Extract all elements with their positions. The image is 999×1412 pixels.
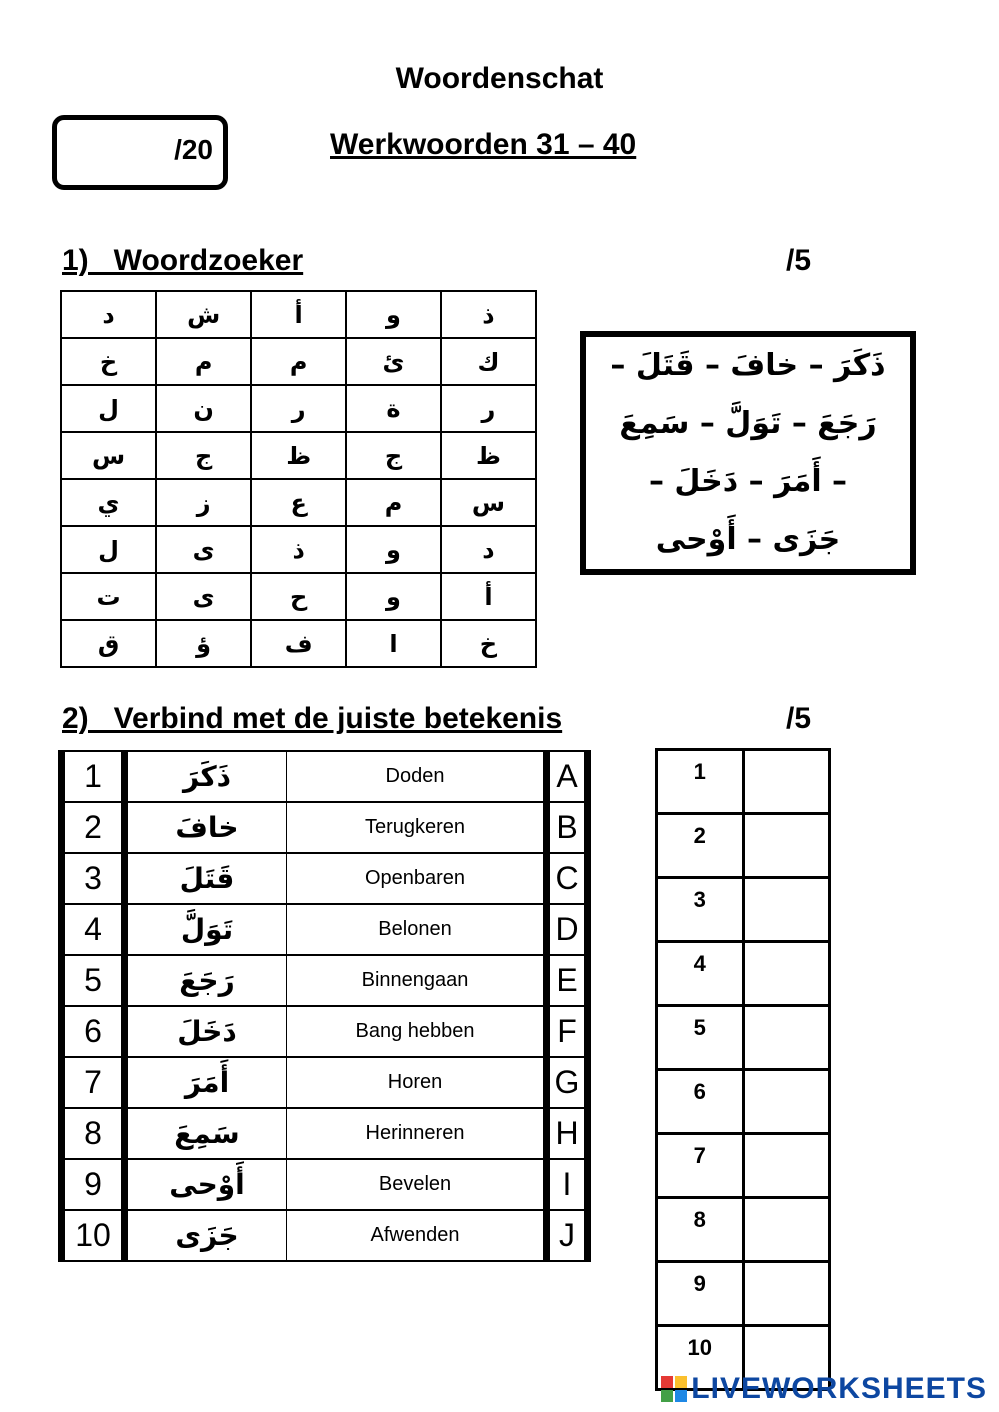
arabic-verb[interactable]: أَوْحى xyxy=(125,1159,287,1210)
answer-number: 8 xyxy=(657,1198,744,1262)
dutch-meaning[interactable]: Doden xyxy=(287,751,547,802)
answer-input-cell[interactable] xyxy=(743,1070,830,1134)
grid-row xyxy=(61,338,536,385)
grid-cell[interactable]: س xyxy=(61,432,156,479)
arabic-verb[interactable]: جَزَى xyxy=(125,1210,287,1261)
answer-number: 10 xyxy=(657,1326,744,1390)
grid-row xyxy=(61,385,536,432)
grid-cell[interactable]: ق xyxy=(61,620,156,667)
answer-number: 3 xyxy=(657,878,744,942)
answer-row xyxy=(657,878,830,942)
answer-row xyxy=(657,750,830,814)
dutch-meaning[interactable]: Terugkeren xyxy=(287,802,547,853)
word-search-grid xyxy=(60,290,537,668)
match-letter: A xyxy=(547,751,588,802)
answer-table xyxy=(655,748,831,1391)
match-number: 9 xyxy=(62,1159,125,1210)
grid-cell[interactable]: ز xyxy=(156,479,251,526)
grid-cell[interactable]: ك xyxy=(441,338,536,385)
match-letter: J xyxy=(547,1210,588,1261)
grid-row xyxy=(61,479,536,526)
answer-number: 5 xyxy=(657,1006,744,1070)
grid-cell[interactable]: ش xyxy=(156,291,251,338)
grid-cell[interactable]: خ xyxy=(61,338,156,385)
grid-cell[interactable]: م xyxy=(251,338,346,385)
match-number: 2 xyxy=(62,802,125,853)
answer-row xyxy=(657,814,830,878)
arabic-verb[interactable]: سَمِعَ xyxy=(125,1108,287,1159)
match-number: 3 xyxy=(62,853,125,904)
match-letter: E xyxy=(547,955,588,1006)
match-number: 7 xyxy=(62,1057,125,1108)
grid-cell[interactable]: و xyxy=(346,291,441,338)
dutch-meaning[interactable]: Afwenden xyxy=(287,1210,547,1261)
match-letter: I xyxy=(547,1159,588,1210)
grid-cell[interactable]: أ xyxy=(441,573,536,620)
grid-cell[interactable]: ؤ xyxy=(156,620,251,667)
answer-input-cell[interactable] xyxy=(743,942,830,1006)
liveworksheets-icon xyxy=(661,1376,687,1402)
grid-cell[interactable]: ح xyxy=(251,573,346,620)
grid-row xyxy=(61,573,536,620)
grid-cell[interactable]: ر xyxy=(251,385,346,432)
section2-score: /5 xyxy=(786,702,812,735)
grid-row xyxy=(61,620,536,667)
grid-cell[interactable]: أ xyxy=(251,291,346,338)
match-letter: C xyxy=(547,853,588,904)
arabic-verb[interactable]: ذَكَرَ xyxy=(125,751,287,802)
answer-number: 1 xyxy=(657,750,744,814)
dutch-meaning[interactable]: Belonen xyxy=(287,904,547,955)
grid-cell[interactable]: ن xyxy=(156,385,251,432)
answer-row xyxy=(657,1134,830,1198)
arabic-verb[interactable]: دَخَلَ xyxy=(125,1006,287,1057)
section1-title: 1) Woordzoeker xyxy=(62,244,304,277)
answer-row xyxy=(657,1262,830,1326)
grid-cell[interactable]: س xyxy=(441,479,536,526)
grid-cell[interactable]: ر xyxy=(441,385,536,432)
grid-cell[interactable]: د xyxy=(61,291,156,338)
answer-row xyxy=(657,1070,830,1134)
answer-number: 7 xyxy=(657,1134,744,1198)
grid-cell[interactable]: و xyxy=(346,526,441,573)
answer-input-cell[interactable] xyxy=(743,1198,830,1262)
answer-number: 4 xyxy=(657,942,744,1006)
match-row xyxy=(62,1006,588,1057)
answer-row xyxy=(657,1198,830,1262)
match-number: 1 xyxy=(62,751,125,802)
answer-input-cell[interactable] xyxy=(743,1134,830,1198)
grid-cell[interactable]: ى xyxy=(156,526,251,573)
worksheet-title: Woordenschat xyxy=(395,62,604,95)
dutch-meaning[interactable]: Bang hebben xyxy=(287,1006,547,1057)
dutch-meaning[interactable]: Bevelen xyxy=(287,1159,547,1210)
arabic-verb[interactable]: تَوَلَّ xyxy=(125,904,287,955)
grid-cell[interactable]: ئ xyxy=(346,338,441,385)
grid-cell[interactable]: ا xyxy=(346,620,441,667)
match-row xyxy=(62,1210,588,1261)
match-row xyxy=(62,751,588,802)
word-list-line: ذَكَرَ – خافَ – قَتَلَ – xyxy=(610,348,886,383)
grid-cell[interactable]: ج xyxy=(156,432,251,479)
grid-cell[interactable]: ع xyxy=(251,479,346,526)
arabic-verb[interactable]: قَتَلَ xyxy=(125,853,287,904)
match-number: 10 xyxy=(62,1210,125,1261)
grid-cell[interactable]: م xyxy=(156,338,251,385)
grid-row xyxy=(61,432,536,479)
match-row xyxy=(62,1057,588,1108)
answer-number: 9 xyxy=(657,1262,744,1326)
match-row xyxy=(62,853,588,904)
word-list-line: جَزَى – أَوْحى xyxy=(655,522,841,557)
brand-name: LIVEWORKSHEETS xyxy=(691,1372,987,1405)
match-letter: B xyxy=(547,802,588,853)
word-list-line: رَجَعَ – تَوَلَّ – سَمِعَ xyxy=(619,406,877,441)
match-row xyxy=(62,802,588,853)
arabic-verb[interactable]: خافَ xyxy=(125,802,287,853)
answer-number: 6 xyxy=(657,1070,744,1134)
matching-table xyxy=(58,750,591,1262)
match-number: 8 xyxy=(62,1108,125,1159)
dutch-meaning[interactable]: Horen xyxy=(287,1057,547,1108)
grid-cell[interactable]: ة xyxy=(346,385,441,432)
grid-cell[interactable]: و xyxy=(346,573,441,620)
match-letter: G xyxy=(547,1057,588,1108)
match-letter: F xyxy=(547,1006,588,1057)
grid-cell[interactable]: خ xyxy=(441,620,536,667)
answer-input-cell[interactable] xyxy=(743,878,830,942)
match-letter: D xyxy=(547,904,588,955)
arabic-verb[interactable]: رَجَعَ xyxy=(125,955,287,1006)
total-score-label: /20 xyxy=(174,134,213,165)
grid-cell[interactable]: ل xyxy=(61,385,156,432)
match-number: 6 xyxy=(62,1006,125,1057)
answer-row xyxy=(657,1006,830,1070)
grid-cell[interactable]: ظ xyxy=(441,432,536,479)
match-number: 5 xyxy=(62,955,125,1006)
grid-cell[interactable]: ي xyxy=(61,479,156,526)
match-row xyxy=(62,1159,588,1210)
dutch-meaning[interactable]: Herinneren xyxy=(287,1108,547,1159)
grid-row xyxy=(61,526,536,573)
dutch-meaning[interactable]: Openbaren xyxy=(287,853,547,904)
answer-input-cell[interactable] xyxy=(743,1262,830,1326)
answer-input-cell[interactable] xyxy=(743,814,830,878)
grid-cell[interactable]: م xyxy=(346,479,441,526)
arabic-verb[interactable]: أَمَرَ xyxy=(125,1057,287,1108)
answer-number: 2 xyxy=(657,814,744,878)
section2-title: 2) Verbind met de juiste betekenis xyxy=(62,702,563,735)
match-number: 4 xyxy=(62,904,125,955)
section1-score: /5 xyxy=(786,244,812,277)
grid-cell[interactable]: ل xyxy=(61,526,156,573)
match-letter: H xyxy=(547,1108,588,1159)
grid-cell[interactable]: ظ xyxy=(251,432,346,479)
liveworksheets-logo xyxy=(661,1372,987,1406)
grid-cell[interactable]: ف xyxy=(251,620,346,667)
dutch-meaning[interactable]: Binnengaan xyxy=(287,955,547,1006)
grid-cell[interactable]: ت xyxy=(61,573,156,620)
total-score-box xyxy=(52,115,228,190)
answer-input-cell[interactable] xyxy=(743,1006,830,1070)
match-row xyxy=(62,1108,588,1159)
answer-row xyxy=(657,942,830,1006)
answer-input-cell[interactable] xyxy=(743,750,830,814)
word-list-line: – أَمَرَ – دَخَلَ – xyxy=(648,464,848,499)
grid-cell[interactable]: ى xyxy=(156,573,251,620)
grid-cell[interactable]: ج xyxy=(346,432,441,479)
grid-cell[interactable]: د xyxy=(441,526,536,573)
grid-cell[interactable]: ذ xyxy=(441,291,536,338)
word-list-box xyxy=(580,331,916,575)
grid-cell[interactable]: ذ xyxy=(251,526,346,573)
match-row xyxy=(62,904,588,955)
match-row xyxy=(62,955,588,1006)
grid-row xyxy=(61,291,536,338)
worksheet-subtitle: Werkwoorden 31 – 40 xyxy=(330,128,637,161)
